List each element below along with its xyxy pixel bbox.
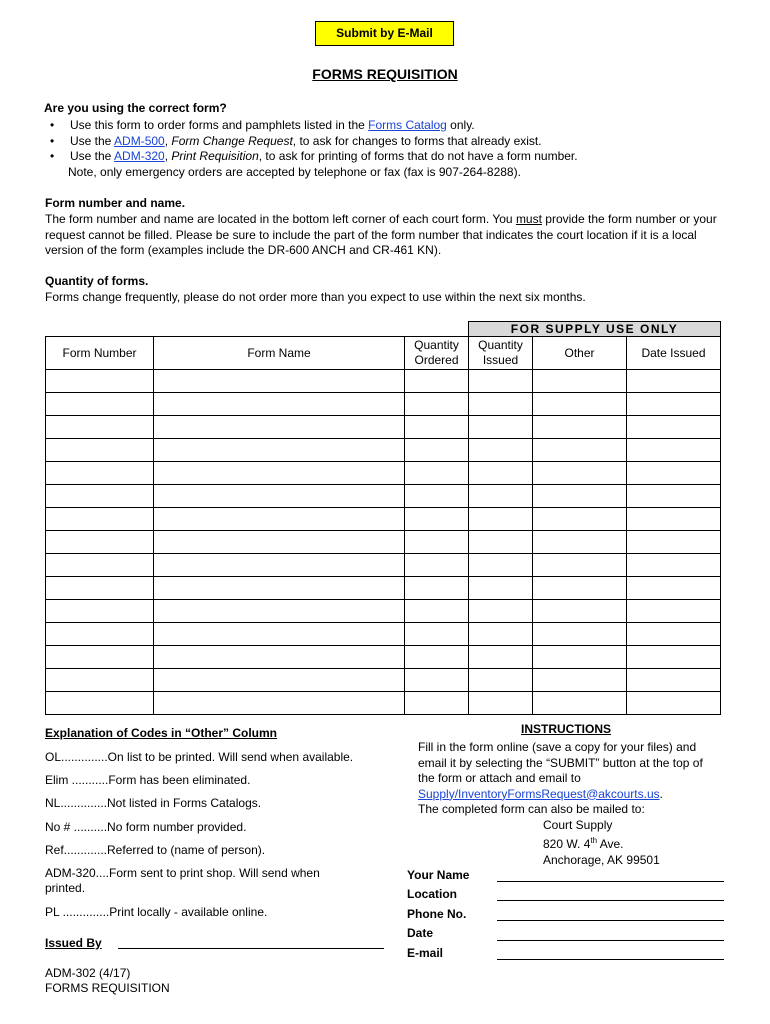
- other-cell[interactable]: [533, 600, 627, 623]
- date-issued-cell[interactable]: [627, 439, 721, 462]
- form-name-cell[interactable]: [154, 623, 405, 646]
- date-issued-cell[interactable]: [627, 554, 721, 577]
- quantity-issued-cell[interactable]: [469, 531, 533, 554]
- form-name-cell[interactable]: [154, 600, 405, 623]
- other-cell[interactable]: [533, 508, 627, 531]
- email-field[interactable]: [497, 959, 724, 960]
- form-number-cell[interactable]: [46, 393, 154, 416]
- other-cell[interactable]: [533, 577, 627, 600]
- phone-label: Phone No.: [407, 907, 467, 921]
- date-issued-cell[interactable]: [627, 508, 721, 531]
- date-label: Date: [407, 926, 434, 940]
- codes-heading: Explanation of Codes in “Other” Column: [45, 726, 278, 740]
- date-issued-cell[interactable]: [627, 416, 721, 439]
- correct-form-bullets: [44, 118, 744, 180]
- quantity-ordered-cell[interactable]: [405, 531, 469, 554]
- quantity-ordered-cell[interactable]: [405, 370, 469, 393]
- quantity-issued-cell[interactable]: [469, 692, 533, 715]
- form-number-cell[interactable]: [46, 462, 154, 485]
- date-issued-cell[interactable]: [627, 462, 721, 485]
- code-ref: Ref.............Referred to (name of person).: [45, 843, 266, 857]
- date-issued-cell[interactable]: [627, 692, 721, 715]
- quantity-issued-cell[interactable]: [469, 577, 533, 600]
- other-cell[interactable]: [533, 531, 627, 554]
- quantity-ordered-cell[interactable]: [405, 508, 469, 531]
- supply-email-link[interactable]: Supply/InventoryFormsRequest@akcourts.us: [418, 786, 660, 801]
- quantity-issued-cell[interactable]: [469, 646, 533, 669]
- location-label: Location: [407, 887, 457, 901]
- footer-form-code: ADM-302 (4/17): [45, 966, 131, 980]
- form-number-text: The form number and name are located in the bottom left corner of each court form. You must provide the form number or your request cannot be filled. Please be sure to include the part of the form number that indicates the court location if it is a local version of the form (examples include the DR-600 ANCH and CR-461 KN).: [45, 212, 717, 257]
- form-name-cell[interactable]: [154, 669, 405, 692]
- date-issued-cell[interactable]: [627, 646, 721, 669]
- correct-form-heading: Are you using the correct form?: [44, 101, 227, 115]
- form-name-cell[interactable]: [154, 692, 405, 715]
- quantity-issued-cell[interactable]: [469, 600, 533, 623]
- table-row: [46, 416, 721, 439]
- quantity-issued-cell[interactable]: [469, 485, 533, 508]
- other-cell[interactable]: [533, 393, 627, 416]
- quantity-ordered-cell[interactable]: [405, 462, 469, 485]
- mailing-address: Court Supply 820 W. 4th Ave. Anchorage, AK 99501: [543, 817, 660, 867]
- table-row: [46, 554, 721, 577]
- form-name-cell[interactable]: [154, 554, 405, 577]
- form-name-cell[interactable]: [154, 646, 405, 669]
- date-field[interactable]: [497, 940, 724, 941]
- form-number-cell[interactable]: [46, 669, 154, 692]
- table-row: [46, 623, 721, 646]
- table-row: [46, 646, 721, 669]
- form-name-cell[interactable]: [154, 462, 405, 485]
- date-issued-cell[interactable]: [627, 393, 721, 416]
- code-elim: Elim ...........Form has been eliminated.: [45, 773, 251, 787]
- code-pl: PL ..............Print locally - available online.: [45, 905, 268, 919]
- quantity-issued-cell[interactable]: [469, 508, 533, 531]
- form-name-cell[interactable]: [154, 485, 405, 508]
- quantity-ordered-cell[interactable]: [405, 416, 469, 439]
- bullet-adm-500: • Use the ADM-500, Form Change Request, to ask for changes to forms that already exist.: [70, 134, 744, 150]
- form-name-cell[interactable]: [154, 439, 405, 462]
- quantity-ordered-cell[interactable]: [405, 623, 469, 646]
- quantity-ordered-cell[interactable]: [405, 554, 469, 577]
- col-date-issued: Date Issued: [627, 337, 721, 370]
- date-issued-cell[interactable]: [627, 577, 721, 600]
- issued-by-line[interactable]: [118, 948, 384, 949]
- quantity-issued-cell[interactable]: [469, 393, 533, 416]
- other-cell[interactable]: [533, 485, 627, 508]
- supply-use-only-header: FOR SUPPLY USE ONLY: [469, 322, 721, 337]
- form-number-cell[interactable]: [46, 439, 154, 462]
- date-issued-cell[interactable]: [627, 370, 721, 393]
- table-row: [46, 439, 721, 462]
- form-number-cell[interactable]: [46, 600, 154, 623]
- quantity-issued-cell[interactable]: [469, 370, 533, 393]
- other-cell[interactable]: [533, 370, 627, 393]
- table-row: [46, 531, 721, 554]
- table-row: [46, 393, 721, 416]
- your-name-field[interactable]: [497, 881, 724, 882]
- quantity-ordered-cell[interactable]: [405, 439, 469, 462]
- col-form-number: Form Number: [46, 337, 154, 370]
- form-name-cell[interactable]: [154, 370, 405, 393]
- footer-form-name: FORMS REQUISITION: [45, 981, 170, 995]
- other-cell[interactable]: [533, 646, 627, 669]
- table-row: [46, 600, 721, 623]
- col-quantity-issued: Quantity Issued: [469, 337, 533, 370]
- date-issued-cell[interactable]: [627, 485, 721, 508]
- quantity-issued-cell[interactable]: [469, 462, 533, 485]
- form-number-cell[interactable]: [46, 554, 154, 577]
- other-cell[interactable]: [533, 439, 627, 462]
- instructions-heading: INSTRUCTIONS: [521, 722, 611, 736]
- form-name-cell[interactable]: [154, 577, 405, 600]
- col-form-name: Form Name: [154, 337, 405, 370]
- your-name-label: Your Name: [407, 868, 470, 882]
- date-issued-cell[interactable]: [627, 669, 721, 692]
- table-row: [46, 577, 721, 600]
- adm-320-link[interactable]: ADM-320: [114, 149, 165, 163]
- quantity-ordered-cell[interactable]: [405, 393, 469, 416]
- other-cell[interactable]: [533, 692, 627, 715]
- form-name-cell[interactable]: [154, 416, 405, 439]
- table-row: [46, 370, 721, 393]
- table-row: [46, 462, 721, 485]
- form-number-cell[interactable]: [46, 416, 154, 439]
- form-number-cell[interactable]: [46, 623, 154, 646]
- form-number-heading: Form number and name.: [45, 196, 186, 210]
- quantity-issued-cell[interactable]: [469, 416, 533, 439]
- quantity-text: Forms change frequently, please do not order more than you expect to use within the next six months.: [45, 290, 586, 304]
- date-issued-cell[interactable]: [627, 531, 721, 554]
- adm-500-link[interactable]: ADM-500: [114, 133, 165, 148]
- quantity-ordered-cell[interactable]: [405, 669, 469, 692]
- forms-catalog-link[interactable]: Forms Catalog: [368, 118, 447, 132]
- date-issued-cell[interactable]: [627, 623, 721, 646]
- code-no: No # ..........No form number provided.: [45, 820, 247, 834]
- email-label: E-mail: [407, 946, 444, 960]
- other-cell[interactable]: [533, 416, 627, 439]
- quantity-ordered-cell[interactable]: [405, 692, 469, 715]
- form-number-cell[interactable]: [46, 577, 154, 600]
- requisition-table: [45, 321, 721, 715]
- other-cell[interactable]: [533, 462, 627, 485]
- form-number-cell[interactable]: [46, 646, 154, 669]
- form-number-cell[interactable]: [46, 531, 154, 554]
- quantity-issued-cell[interactable]: [469, 554, 533, 577]
- quantity-issued-cell[interactable]: [469, 623, 533, 646]
- issued-by-label: Issued By: [45, 936, 102, 950]
- form-number-cell[interactable]: [46, 485, 154, 508]
- quantity-issued-cell[interactable]: [469, 669, 533, 692]
- code-adm-320: ADM-320....Form sent to print shop. Will send when printed.: [45, 866, 320, 895]
- col-other: Other: [533, 337, 627, 370]
- table-row: [46, 692, 721, 715]
- quantity-ordered-cell[interactable]: [405, 485, 469, 508]
- code-ol: OL..............On list to be printed. Will send when available.: [45, 750, 354, 764]
- quantity-ordered-cell[interactable]: [405, 600, 469, 623]
- other-cell[interactable]: [533, 623, 627, 646]
- code-nl: NL..............Not listed in Forms Catalogs.: [45, 796, 262, 810]
- quantity-issued-cell[interactable]: [469, 439, 533, 462]
- phone-field[interactable]: [497, 920, 724, 921]
- form-number-cell[interactable]: [46, 370, 154, 393]
- emergency-note: Note, only emergency orders are accepted by telephone or fax (fax is 907-264-8288).: [68, 164, 521, 179]
- quantity-ordered-cell[interactable]: [405, 577, 469, 600]
- submit-by-email-button[interactable]: Submit by E-Mail: [315, 21, 454, 46]
- table-row: [46, 485, 721, 508]
- bullet-forms-catalog: • Use this form to order forms and pamphlets listed in the Forms Catalog only.: [70, 118, 744, 134]
- location-field[interactable]: [497, 900, 724, 901]
- col-quantity-ordered: Quantity Ordered: [405, 337, 469, 370]
- bullet-adm-320: • Use the ADM-320, Print Requisition, to ask for printing of forms that do not have a form number.: [70, 149, 744, 165]
- page-title: FORMS REQUISITION: [312, 66, 458, 82]
- quantity-heading: Quantity of forms.: [45, 274, 149, 288]
- form-number-cell[interactable]: [46, 692, 154, 715]
- table-row: [46, 508, 721, 531]
- quantity-ordered-cell[interactable]: [405, 646, 469, 669]
- table-row: [46, 669, 721, 692]
- form-number-cell[interactable]: [46, 508, 154, 531]
- form-name-cell[interactable]: [154, 508, 405, 531]
- form-name-cell[interactable]: [154, 393, 405, 416]
- other-cell[interactable]: [533, 554, 627, 577]
- instructions-text: Fill in the form online (save a copy for your files) and email it by selecting the “SUBMIT” button at the top of the form or attach and email to Supply/InventoryFormsRequest@akcourts.us. The completed form can also be mailed to: Court Supply 820 W. 4th Ave. Anchorage, AK 99501: [418, 740, 738, 868]
- form-name-cell[interactable]: [154, 531, 405, 554]
- other-cell[interactable]: [533, 669, 627, 692]
- date-issued-cell[interactable]: [627, 600, 721, 623]
